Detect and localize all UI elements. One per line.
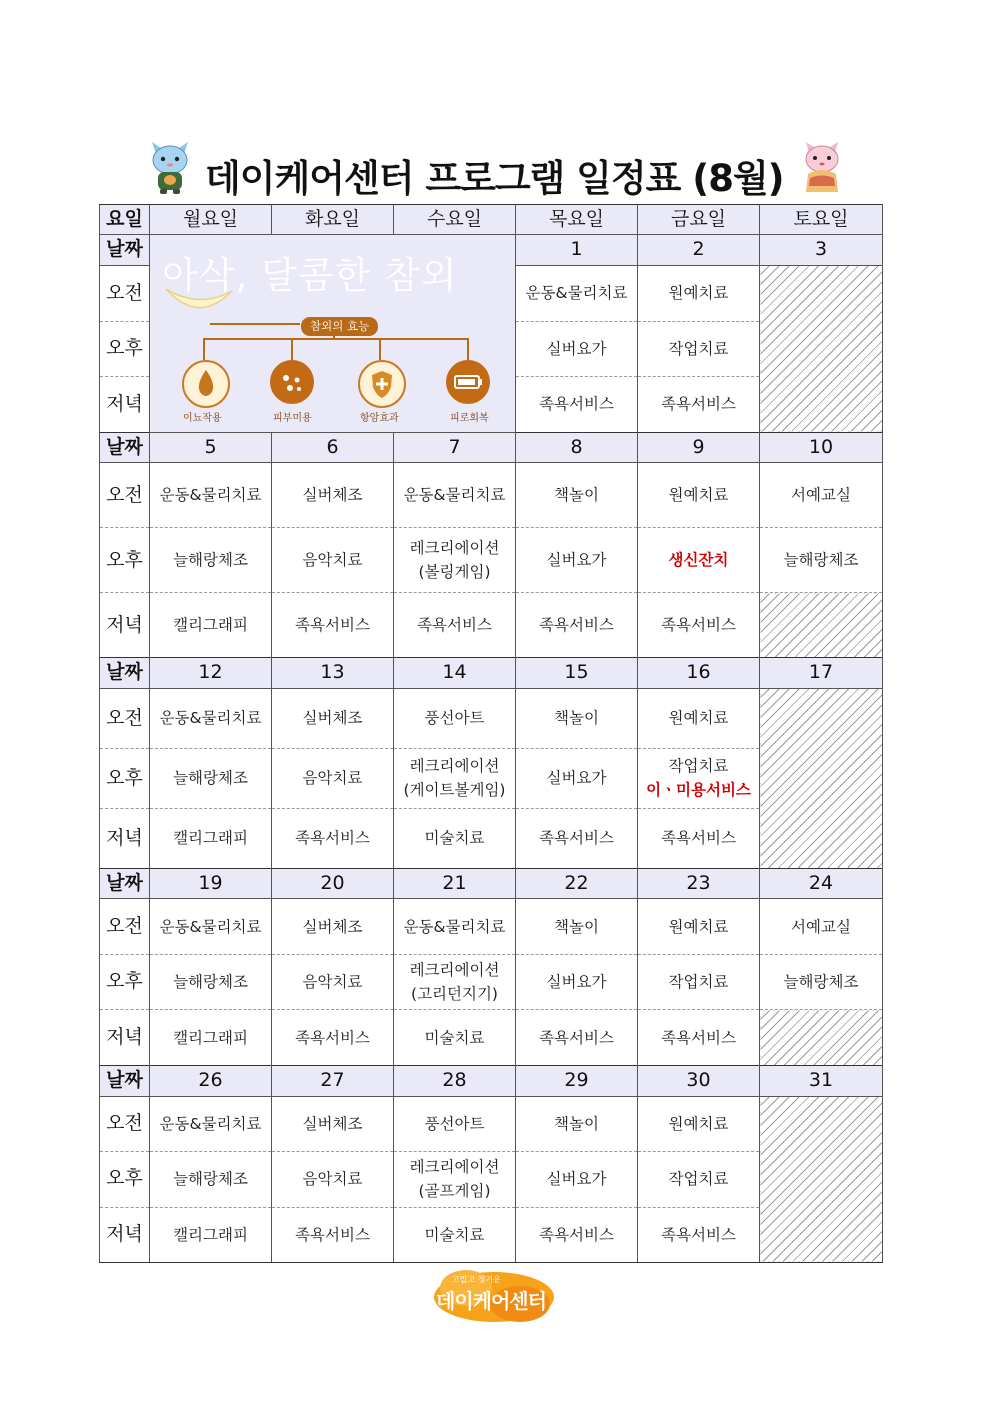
program-line: (고리던지기) [411, 985, 498, 1004]
program-cell: 원예치료 [638, 899, 760, 955]
program-cell: 실버요가 [516, 528, 638, 593]
empty-hatched-cell [760, 593, 883, 658]
date-label: 날짜 [100, 235, 150, 265]
date-row [100, 658, 883, 688]
evening-label: 저녁 [100, 808, 150, 868]
battery-icon [446, 360, 490, 404]
date-cell: 9 [638, 432, 760, 462]
date-cell: 12 [150, 658, 272, 688]
program-cell: 작업치료 [638, 321, 760, 376]
date-cell: 13 [272, 658, 394, 688]
program-cell-two-line [394, 528, 516, 593]
program-cell: 책놀이 [516, 688, 638, 748]
program-cell: 족욕서비스 [272, 1207, 394, 1262]
evening-label: 저녁 [100, 593, 150, 658]
program-line: (골프게임) [418, 1182, 491, 1201]
morning-label: 오전 [100, 688, 150, 748]
program-cell: 운동&물리치료 [150, 899, 272, 955]
date-cell: 29 [516, 1066, 638, 1096]
program-cell: 음악치료 [272, 748, 394, 808]
program-cell: 원예치료 [638, 265, 760, 321]
program-cell: 작업치료 [638, 1151, 760, 1207]
date-label: 날짜 [100, 658, 150, 688]
date-cell-saturday: 3 [760, 235, 883, 265]
program-line: 레크리에이션 [409, 1158, 500, 1177]
day-sat: 토요일 [760, 205, 883, 235]
program-cell: 족욕서비스 [638, 593, 760, 658]
program-cell: 실버체조 [272, 1096, 394, 1151]
date-cell: 20 [272, 868, 394, 898]
promo-title: 아삭, 달콤한 참외 [162, 253, 458, 297]
program-cell: 풍선아트 [394, 1096, 516, 1151]
date-cell: 23 [638, 868, 760, 898]
date-row [100, 1066, 883, 1096]
program-cell: 족욕서비스 [516, 1010, 638, 1066]
morning-label: 오전 [100, 265, 150, 321]
empty-hatched-cell [760, 265, 883, 432]
promo-item: 항암효과 [360, 412, 399, 424]
date-cell-saturday: 24 [760, 868, 883, 898]
promo-item: 피부미용 [273, 412, 312, 424]
beauty-service-event: 이ㆍ미용서비스 [646, 781, 751, 800]
logo-name: 데이케어센터 [436, 1289, 546, 1313]
daycare-logo [0, 1262, 992, 1332]
title-area [0, 140, 992, 200]
afternoon-label: 오후 [100, 321, 150, 376]
date-cell: 19 [150, 868, 272, 898]
afternoon-label: 오후 [100, 748, 150, 808]
program-line: 레크리에이션 [409, 757, 500, 776]
program-cell: 늘해랑체조 [760, 528, 883, 593]
empty-hatched-cell [760, 1010, 883, 1066]
date-cell: 7 [394, 432, 516, 462]
program-cell: 족욕서비스 [516, 1207, 638, 1262]
program-cell: 작업치료 [638, 955, 760, 1010]
date-cell: 6 [272, 432, 394, 462]
program-cell: 족욕서비스 [272, 1010, 394, 1066]
date-cell-saturday: 31 [760, 1066, 883, 1096]
morning-row [100, 688, 883, 748]
date-cell: 2 [638, 235, 760, 265]
program-cell: 족욕서비스 [516, 376, 638, 432]
date-cell: 5 [150, 432, 272, 462]
program-cell: 족욕서비스 [516, 808, 638, 868]
program-cell: 미술치료 [394, 1010, 516, 1066]
program-cell: 책놀이 [516, 1096, 638, 1151]
program-cell-two-line [394, 748, 516, 808]
mascot-right-icon [800, 140, 844, 196]
afternoon-label: 오후 [100, 1151, 150, 1207]
evening-label: 저녁 [100, 1010, 150, 1066]
day-tue: 화요일 [272, 205, 394, 235]
afternoon-row [100, 955, 883, 1010]
date-cell: 30 [638, 1066, 760, 1096]
program-cell: 음악치료 [272, 955, 394, 1010]
program-cell-two-line [394, 955, 516, 1010]
skin-icon [270, 360, 314, 404]
morning-label: 오전 [100, 463, 150, 528]
program-line: (게이트볼게임) [403, 781, 506, 800]
program-cell: 실버요가 [516, 321, 638, 376]
empty-hatched-cell [760, 1096, 883, 1262]
program-cell: 운동&물리치료 [150, 688, 272, 748]
morning-row [100, 463, 883, 528]
droplet-icon [182, 360, 230, 408]
day-thu: 목요일 [516, 205, 638, 235]
weekday-label: 요일 [100, 205, 150, 235]
program-cell: 캘리그래피 [150, 1010, 272, 1066]
program-cell: 족욕서비스 [272, 593, 394, 658]
program-cell: 원예치료 [638, 1096, 760, 1151]
program-line: 작업치료 [668, 757, 729, 776]
program-cell: 족욕서비스 [272, 808, 394, 868]
date-cell-saturday: 10 [760, 432, 883, 462]
promo-image [150, 235, 516, 432]
date-cell: 1 [516, 235, 638, 265]
weekday-header-row [100, 205, 883, 235]
afternoon-label: 오후 [100, 528, 150, 593]
program-cell: 운동&물리치료 [516, 265, 638, 321]
program-cell: 책놀이 [516, 463, 638, 528]
date-cell: 22 [516, 868, 638, 898]
schedule-table [99, 204, 883, 1263]
day-wed: 수요일 [394, 205, 516, 235]
program-cell: 족욕서비스 [516, 593, 638, 658]
birthday-event-cell: 생신잔치 [638, 528, 760, 593]
program-line: 레크리에이션 [409, 961, 500, 980]
program-cell: 실버요가 [516, 955, 638, 1010]
program-cell: 운동&물리치료 [150, 463, 272, 528]
date-cell: 27 [272, 1066, 394, 1096]
date-cell: 14 [394, 658, 516, 688]
page-title: 데이케어센터 프로그램 일정표 (8월) [205, 157, 784, 200]
program-cell-two-line [638, 748, 760, 808]
program-cell: 캘리그래피 [150, 808, 272, 868]
program-cell: 늘해랑체조 [150, 955, 272, 1010]
program-cell: 운동&물리치료 [394, 463, 516, 528]
program-cell: 서예교실 [760, 463, 883, 528]
day-fri: 금요일 [638, 205, 760, 235]
program-cell: 늘해랑체조 [150, 748, 272, 808]
date-label: 날짜 [100, 432, 150, 462]
program-cell: 미술치료 [394, 808, 516, 868]
program-cell: 늘해랑체조 [150, 1151, 272, 1207]
program-cell: 원예치료 [638, 463, 760, 528]
program-cell: 음악치료 [272, 528, 394, 593]
program-cell: 족욕서비스 [394, 593, 516, 658]
program-cell: 캘리그래피 [150, 593, 272, 658]
program-cell: 실버요가 [516, 1151, 638, 1207]
program-cell: 실버체조 [272, 688, 394, 748]
program-cell: 실버요가 [516, 748, 638, 808]
program-cell: 풍선아트 [394, 688, 516, 748]
evening-row [100, 1010, 883, 1066]
evening-label: 저녁 [100, 1207, 150, 1262]
date-cell: 16 [638, 658, 760, 688]
program-cell: 늘해랑체조 [150, 528, 272, 593]
program-cell: 원예치료 [638, 688, 760, 748]
date-cell: 8 [516, 432, 638, 462]
morning-row [100, 899, 883, 955]
date-row [100, 868, 883, 898]
afternoon-row [100, 528, 883, 593]
program-cell: 책놀이 [516, 899, 638, 955]
date-cell-saturday: 17 [760, 658, 883, 688]
shield-icon [358, 360, 406, 408]
afternoon-label: 오후 [100, 955, 150, 1010]
morning-label: 오전 [100, 1096, 150, 1151]
program-cell: 실버체조 [272, 463, 394, 528]
day-mon: 월요일 [150, 205, 272, 235]
date-label: 날짜 [100, 868, 150, 898]
program-cell-two-line [394, 1151, 516, 1207]
mascot-left-icon [148, 140, 192, 196]
logo-small-text: 고맙고 정겨운 [452, 1275, 501, 1284]
date-cell: 28 [394, 1066, 516, 1096]
program-cell: 족욕서비스 [638, 1010, 760, 1066]
evening-label: 저녁 [100, 376, 150, 432]
program-cell: 족욕서비스 [638, 376, 760, 432]
program-cell: 캘리그래피 [150, 1207, 272, 1262]
date-label: 날짜 [100, 1066, 150, 1096]
program-cell: 운동&물리치료 [394, 899, 516, 955]
program-cell: 늘해랑체조 [760, 955, 883, 1010]
program-cell: 미술치료 [394, 1207, 516, 1262]
date-cell: 26 [150, 1066, 272, 1096]
empty-hatched-cell [760, 688, 883, 868]
program-cell: 족욕서비스 [638, 808, 760, 868]
date-row [100, 432, 883, 462]
program-cell: 서예교실 [760, 899, 883, 955]
program-cell: 실버체조 [272, 899, 394, 955]
program-cell: 음악치료 [272, 1151, 394, 1207]
program-cell: 운동&물리치료 [150, 1096, 272, 1151]
program-line: 레크리에이션 [409, 539, 500, 558]
promo-item: 피로회복 [450, 412, 489, 424]
date-row [100, 235, 883, 265]
program-cell: 족욕서비스 [638, 1207, 760, 1262]
program-line: (볼링게임) [418, 563, 491, 582]
promo-item: 이뇨작용 [183, 412, 222, 424]
date-cell: 15 [516, 658, 638, 688]
evening-row [100, 593, 883, 658]
morning-label: 오전 [100, 899, 150, 955]
date-cell: 21 [394, 868, 516, 898]
morning-row [100, 1096, 883, 1151]
promo-subtitle: 참외의 효능 [301, 317, 378, 337]
